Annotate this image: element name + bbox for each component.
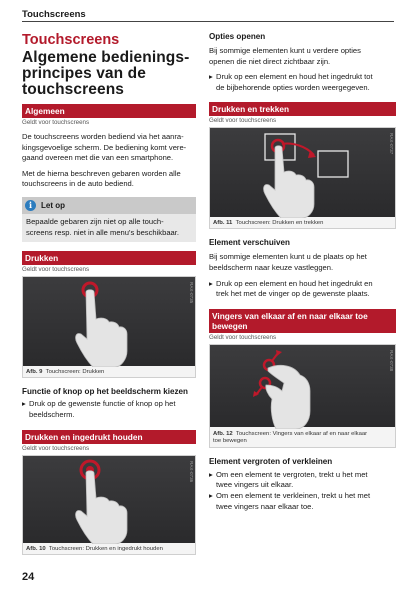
text-line: Druk op een element en houd het ingedrukt tot bbox=[216, 72, 373, 82]
figure-caption-text: Touchscreen: Drukken en trekken bbox=[235, 219, 324, 226]
figure-drukken bbox=[22, 276, 196, 378]
page-number: 24 bbox=[22, 571, 35, 583]
drukken-instruction bbox=[22, 399, 196, 420]
figure-label: Afb. 10 bbox=[26, 545, 46, 552]
drag-hand-illustration bbox=[210, 128, 395, 218]
vingers-instruction-2 bbox=[209, 491, 396, 512]
figure-caption-text: Touchscreen: Drukken bbox=[45, 368, 105, 375]
note-box bbox=[22, 197, 196, 242]
drukken-houden-bar: Drukken en ingedrukt houden bbox=[22, 430, 196, 444]
trekken-paragraph bbox=[209, 252, 396, 273]
text-line: twee vingers uit elkaar. bbox=[216, 480, 294, 490]
vingers-bar bbox=[209, 309, 396, 333]
info-icon: i bbox=[25, 200, 36, 211]
figure-drukken-houden bbox=[22, 455, 196, 555]
figure-label: Afb. 12 bbox=[213, 430, 233, 437]
opties-subheading: Opties openen bbox=[209, 32, 266, 41]
algemeen-paragraph-2 bbox=[22, 169, 196, 190]
figure-caption-text: Touchscreen: Vingers van elkaar af en naar elkaar bbox=[235, 430, 368, 437]
applies-note: Geldt voor touchscreens bbox=[22, 266, 90, 274]
header-rule bbox=[22, 21, 394, 22]
main-title-line: touchscreens bbox=[22, 81, 124, 98]
figure-caption bbox=[213, 431, 367, 446]
figure-caption-text: toe bewegen bbox=[213, 438, 247, 445]
text-line: Om een element te vergroten, trekt u het met bbox=[216, 469, 368, 479]
left-column bbox=[22, 28, 196, 555]
drukken-bar: Drukken bbox=[22, 251, 196, 265]
main-title-line: Algemene bedienings- bbox=[22, 49, 190, 66]
trekken-bar: Drukken en trekken bbox=[209, 102, 396, 116]
main-title-line: principes van de bbox=[22, 65, 146, 82]
vingers-subheading: Element vergroten of verkleinen bbox=[209, 456, 333, 466]
tap-hand-illustration bbox=[23, 277, 195, 367]
applies-note: Geldt voor touchscreens bbox=[209, 117, 277, 125]
figure-label: Afb. 9 bbox=[26, 368, 43, 375]
figure-code: RAX-0737 bbox=[389, 133, 394, 155]
text-line: openen die niet direct zichtbaar zijn. bbox=[209, 56, 331, 66]
figure-code: RAX-0735 bbox=[189, 282, 194, 304]
text-line: Met de hierna beschreven gebaren worden alle bbox=[22, 168, 181, 178]
text-line: touchscreens in de auto bediend. bbox=[22, 179, 134, 189]
figure-caption bbox=[26, 546, 163, 553]
main-title bbox=[22, 50, 196, 98]
figure-code: RAX-0738 bbox=[389, 349, 394, 371]
text-line: gaand overeen met die van een smartphone. bbox=[22, 153, 174, 163]
text-line: kingsgevoelige scherm. De bediening komt vere- bbox=[22, 142, 187, 152]
bar-line: bewegen bbox=[212, 320, 248, 331]
right-column bbox=[209, 28, 396, 512]
figure-caption bbox=[26, 369, 104, 376]
text-line: Druk op een element en houd het ingedrukt en bbox=[216, 278, 373, 288]
text-line: Bepaalde gebaren zijn niet op alle touch- bbox=[26, 216, 164, 226]
arrow-bullet-icon: ▸ bbox=[209, 278, 213, 288]
text-line: Bij sommige elementen kunt u de plaats op het bbox=[209, 252, 367, 262]
text-line: Bij sommige elementen kunt u verdere opties bbox=[209, 46, 361, 55]
text-line: trek het met de vinger op de gewenste plaats. bbox=[216, 289, 370, 299]
algemeen-paragraph-1 bbox=[22, 132, 196, 164]
bar-line: Vingers van elkaar af en naar elkaar toe bbox=[212, 310, 368, 321]
text-line: screens resp. niet in alle menu's beschikbaar. bbox=[26, 227, 179, 237]
drukken-subheading: Functie of knop op het beeldscherm kiezen bbox=[22, 387, 188, 397]
arrow-bullet-icon: ▸ bbox=[209, 469, 213, 479]
note-body bbox=[22, 214, 196, 242]
figure-caption bbox=[213, 220, 323, 227]
figure-label: Afb. 11 bbox=[213, 219, 233, 226]
vingers-instruction-1 bbox=[209, 470, 396, 491]
hold-hand-illustration bbox=[23, 456, 195, 544]
section-title: Touchscreens bbox=[22, 32, 120, 48]
arrow-bullet-icon: ▸ bbox=[209, 490, 213, 500]
applies-note: Geldt voor touchscreens bbox=[22, 119, 90, 126]
trekken-instruction bbox=[209, 279, 396, 300]
figure-code: RAX-0736 bbox=[189, 461, 194, 483]
opties-paragraph bbox=[209, 46, 396, 67]
page-header-title: Touchscreens bbox=[22, 9, 86, 20]
text-line: beeldscherm. bbox=[29, 409, 75, 419]
figure-trekken bbox=[209, 127, 396, 229]
arrow-bullet-icon: ▸ bbox=[22, 399, 26, 409]
applies-note: Geldt voor touchscreens bbox=[209, 333, 277, 341]
figure-vingers bbox=[209, 344, 396, 448]
applies-note: Geldt voor touchscreens bbox=[22, 445, 90, 453]
algemeen-bar: Algemeen bbox=[22, 104, 196, 118]
note-label: Let op bbox=[41, 200, 65, 210]
text-line: de bijbehorende opties worden weergegeven. bbox=[216, 82, 370, 92]
opties-instruction bbox=[209, 72, 396, 93]
text-line: Druk op de gewenste functie of knop op het bbox=[29, 399, 176, 409]
text-line: Om een element te verkleinen, trekt u het met bbox=[216, 490, 371, 500]
arrow-bullet-icon: ▸ bbox=[209, 72, 213, 82]
figure-caption-text: Touchscreen: Drukken en ingedrukt houden bbox=[48, 545, 163, 552]
note-header bbox=[22, 197, 196, 214]
pinch-hand-illustration bbox=[210, 345, 395, 429]
text-line: beeldscherm naar keuze vastleggen. bbox=[209, 262, 334, 272]
trekken-subheading: Element verschuiven bbox=[209, 238, 290, 248]
text-line: twee vingers naar elkaar toe. bbox=[216, 501, 314, 511]
text-line: De touchscreens worden bediend via het aanra- bbox=[22, 132, 184, 141]
